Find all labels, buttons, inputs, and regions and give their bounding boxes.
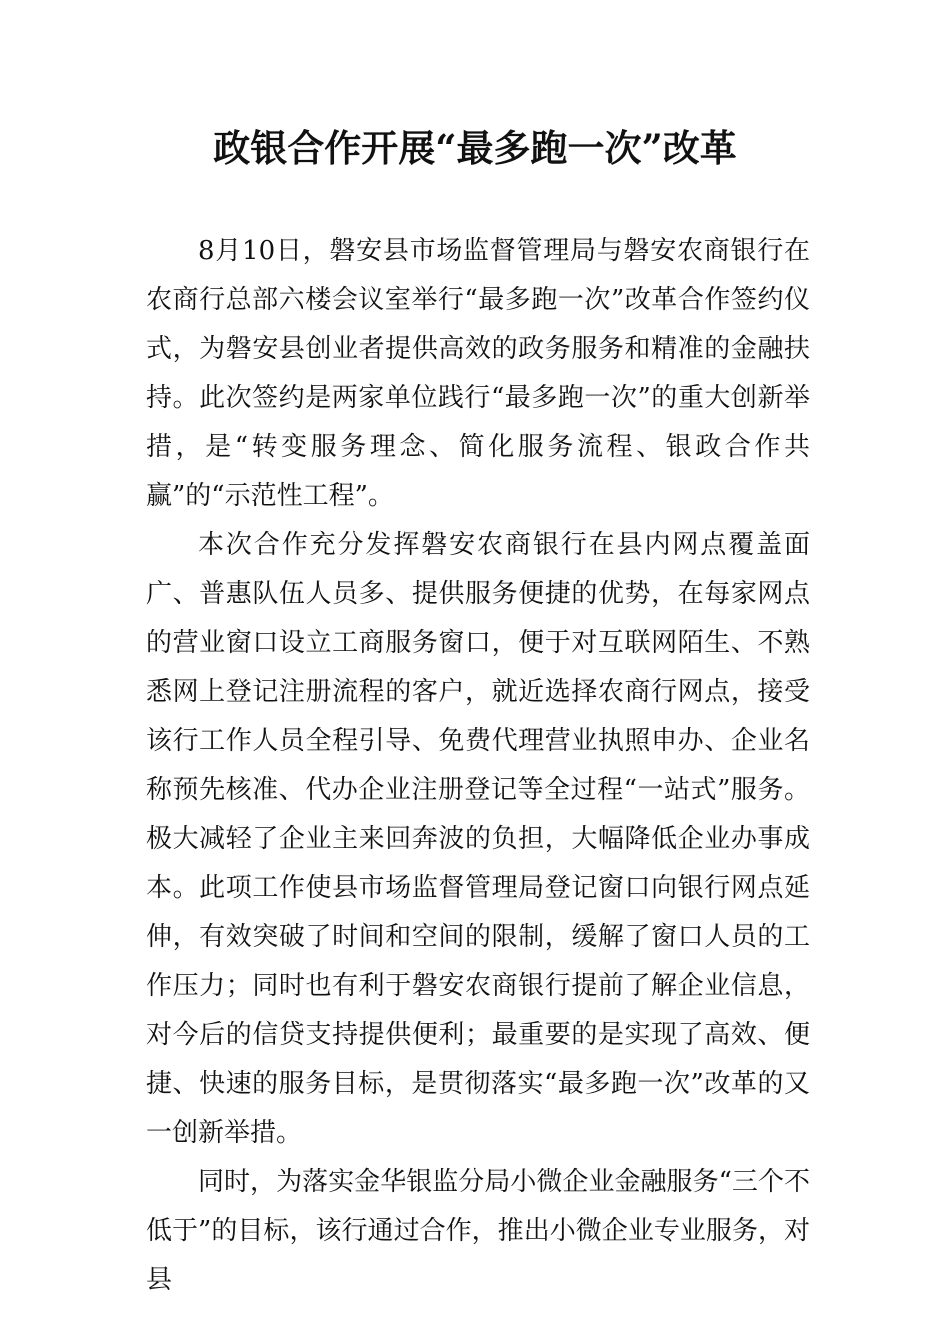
document-body: [146, 227, 810, 1305]
paragraph-2: 本次合作充分发挥磐安农商银行在县内网点覆盖面广、普惠队伍人员多、提供服务便捷的优势，在每家网点的营业窗口设立工商服务窗口，便于对互联网陌生、不熟悉网上登记注册流程的客户，就近选择农商行网点，接受该行工作人员全程引导、免费代理营业执照申办、企业名称预先核准、代办企业注册登记等全过程“一站式”服务。极大减轻了企业主来回奔波的负担，大幅降低企业办事成本。此项工作使县市场监督管理局登记窗口向银行网点延伸，有效突破了时间和空间的限制，缓解了窗口人员的工作压力；同时也有利于磐安农商银行提前了解企业信息，对今后的信贷支持提供便利；最重要的是实现了高效、便捷、快速的服务目标，是贯彻落实“最多跑一次”改革的又一创新举措。: [146, 530, 810, 1148]
paragraph-1: 8月10日，磐安县市场监督管理局与磐安农商银行在农商行总部六楼会议室举行“最多跑一次”改革合作签约仪式，为磐安县创业者提供高效的政务服务和精准的金融扶持。此次签约是两家单位践行“最多跑一次”的重大创新举措，是“转变服务理念、简化服务流程、银政合作共赢”的“示范性工程”。: [146, 236, 810, 511]
document-title: 政银合作开展“最多跑一次”改革: [213, 126, 737, 170]
paragraph-3: 同时，为落实金华银监分局小微企业金融服务“三个不低于”的目标，该行通过合作，推出小微企业专业服务，对县: [146, 1167, 810, 1295]
